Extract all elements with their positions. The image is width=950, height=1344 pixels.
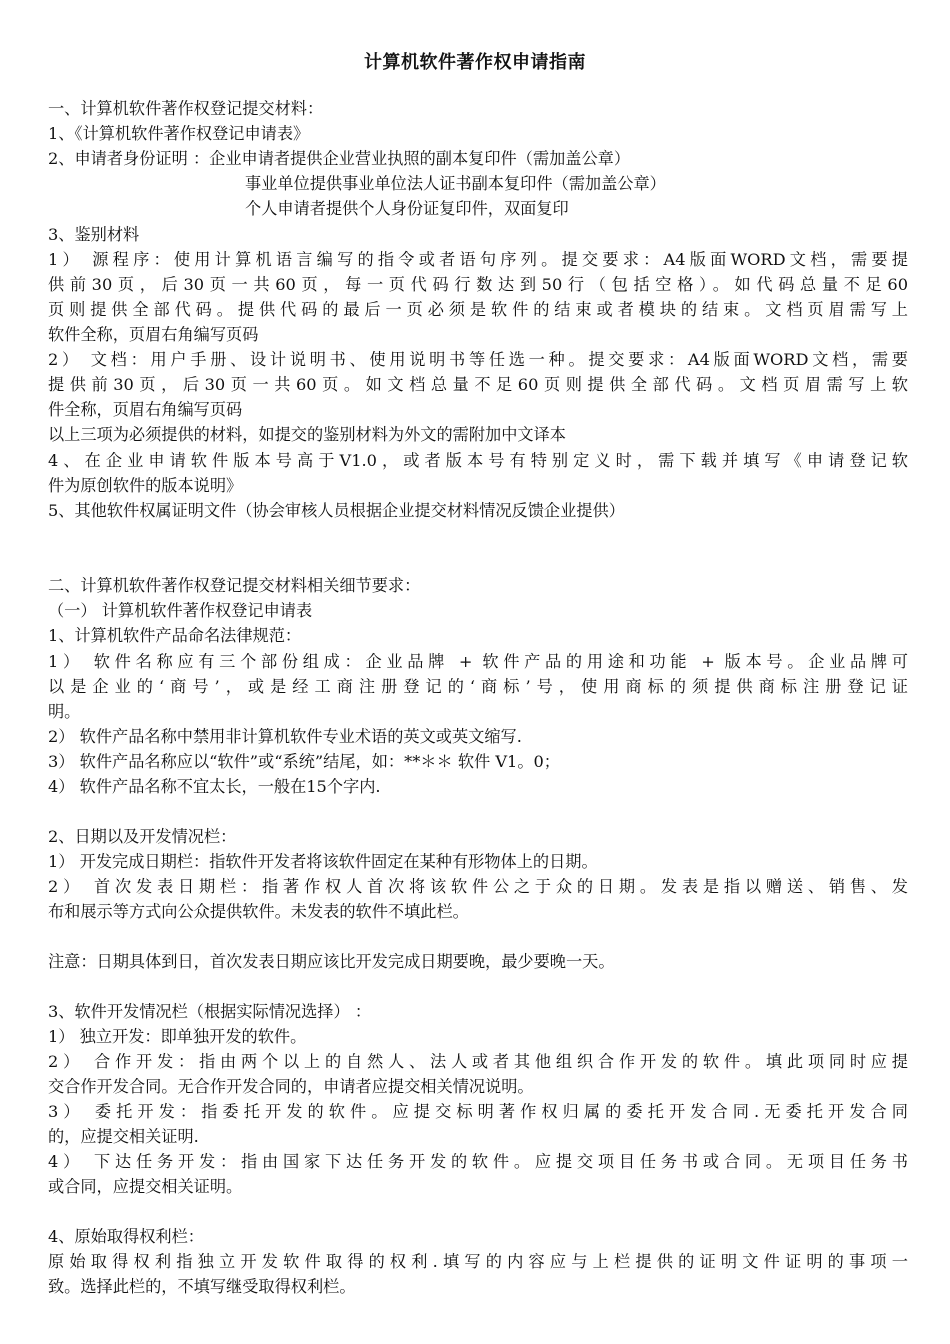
paragraph-line: 明。 xyxy=(48,702,81,721)
paragraph-line: 2） 文档：用户手册、设计说明书、使用说明书等任选一种。提交要求：A4版面WORD文档，需要 xyxy=(48,350,908,369)
paragraph-line: 3、鉴别材料 xyxy=(48,225,140,244)
section-1-heading: 一、计算机软件著作权登记提交材料： xyxy=(48,99,324,118)
section-2-heading: 二、计算机软件著作权登记提交材料相关细节要求： xyxy=(48,576,421,595)
note-line: 注意：日期具体到日，首次发表日期应该比开发完成日期要晚，最少要晚一天。 xyxy=(48,952,615,971)
paragraph-line: 3、软件开发情况栏（根据实际情况选择） ： xyxy=(48,1002,372,1021)
paragraph-line: 供前30页，后30页一共60页，每一页代码行数达到50行（包括空格）。如代码总量不足60 xyxy=(48,275,908,294)
paragraph-line: 1、《计算机软件著作权登记申请表》 xyxy=(48,124,310,143)
paragraph-line: 交合作开发合同。无合作开发合同的，申请者应提交相关情况说明。 xyxy=(48,1077,534,1096)
paragraph-line: 的，应提交相关证明. xyxy=(48,1127,199,1146)
paragraph-line: 4） 下达任务开发：指由国家下达任务开发的软件。应提交项目任务书或合同。无项目任务书 xyxy=(48,1152,908,1171)
paragraph-line: 4） 软件产品名称不宜太长，一般在15个字内. xyxy=(48,777,381,796)
paragraph-line: 软件全称，页眉右角编写页码 xyxy=(48,325,259,344)
paragraph-line: 个人申请者提供个人身份证复印件，双面复印 xyxy=(245,199,569,218)
paragraph-line: 布和展示等方式向公众提供软件。未发表的软件不填此栏。 xyxy=(48,902,469,921)
paragraph-line: 或合同，应提交相关证明。 xyxy=(48,1177,243,1196)
paragraph-line: 件为原创软件的版本说明》 xyxy=(48,476,243,495)
paragraph-line: 原始取得权利指独立开发软件取得的权利.填写的内容应与上栏提供的证明文件证明的事项一 xyxy=(48,1252,908,1271)
paragraph-line: 2） 合作开发：指由两个以上的自然人、法人或者其他组织合作开发的软件。填此项同时应提 xyxy=(48,1052,908,1071)
paragraph-line: 2） 软件产品名称中禁用非计算机软件专业术语的英文或英文缩写. xyxy=(48,727,522,746)
paragraph-line: 以上三项为必须提供的材料，如提交的鉴别材料为外文的需附加中文译本 xyxy=(48,425,566,444)
paragraph-line: 4、在企业申请软件版本号高于V1.0，或者版本号有特别定义时，需下载并填写《申请登记软 xyxy=(48,451,908,470)
paragraph-line: 以是企业的‘商号’，或是经工商注册登记的‘商标’号，使用商标的须提供商标注册登记证 xyxy=(48,677,908,696)
paragraph-line: 5、其他软件权属证明文件（协会审核人员根据企业提交材料情况反馈企业提供） xyxy=(48,501,625,520)
paragraph-line: 1、计算机软件产品命名法律规范： xyxy=(48,626,302,645)
paragraph-line: 页则提供全部代码。提供代码的最后一页必须是软件的结束或者模块的结束。文档页眉需写上 xyxy=(48,300,908,319)
paragraph-line: 2） 首次发表日期栏：指著作权人首次将该软件公之于众的日期。发表是指以赠送、销售、发 xyxy=(48,877,908,896)
paragraph-line: 4、原始取得权利栏： xyxy=(48,1227,204,1246)
paragraph-line: 1） 开发完成日期栏：指软件开发者将该软件固定在某种有形物体上的日期。 xyxy=(48,852,598,871)
paragraph-line: 3） 委托开发：指委托开发的软件。应提交标明著作权归属的委托开发合同.无委托开发合同 xyxy=(48,1102,908,1121)
paragraph-line: 2、日期以及开发情况栏： xyxy=(48,827,237,846)
paragraph-line: 3） 软件产品名称应以“软件”或“系统”结尾，如：**＊＊ 软件 V1。0； xyxy=(48,752,560,771)
paragraph-line: 1） 独立开发：即单独开发的软件。 xyxy=(48,1027,307,1046)
paragraph-line: 致。选择此栏的，不填写继受取得权利栏。 xyxy=(48,1277,356,1296)
paragraph-line: 事业单位提供事业单位法人证书副本复印件（需加盖公章） xyxy=(245,174,666,193)
paragraph-line: 1） 源程序：使用计算机语言编写的指令或者语句序列。提交要求：A4版面WORD文档，需要提 xyxy=(48,250,908,269)
paragraph-line: 2、申请者身份证明 ：企业申请者提供企业营业执照的副本复印件（需加盖公章） xyxy=(48,149,631,168)
paragraph-line: 件全称，页眉右角编写页码 xyxy=(48,400,243,419)
subsection-heading: （一） 计算机软件著作权登记申请表 xyxy=(48,601,313,620)
paragraph-line: 1） 软件名称应有三个部份组成：企业品牌 + 软件产品的用途和功能 + 版本号。企业品牌可 xyxy=(48,652,908,671)
document-title: 计算机软件著作权申请指南 xyxy=(364,52,586,73)
paragraph-line: 提供前30页，后30页一共60页。如文档总量不足60页则提供全部代码。文档页眉需写上软 xyxy=(48,375,908,394)
